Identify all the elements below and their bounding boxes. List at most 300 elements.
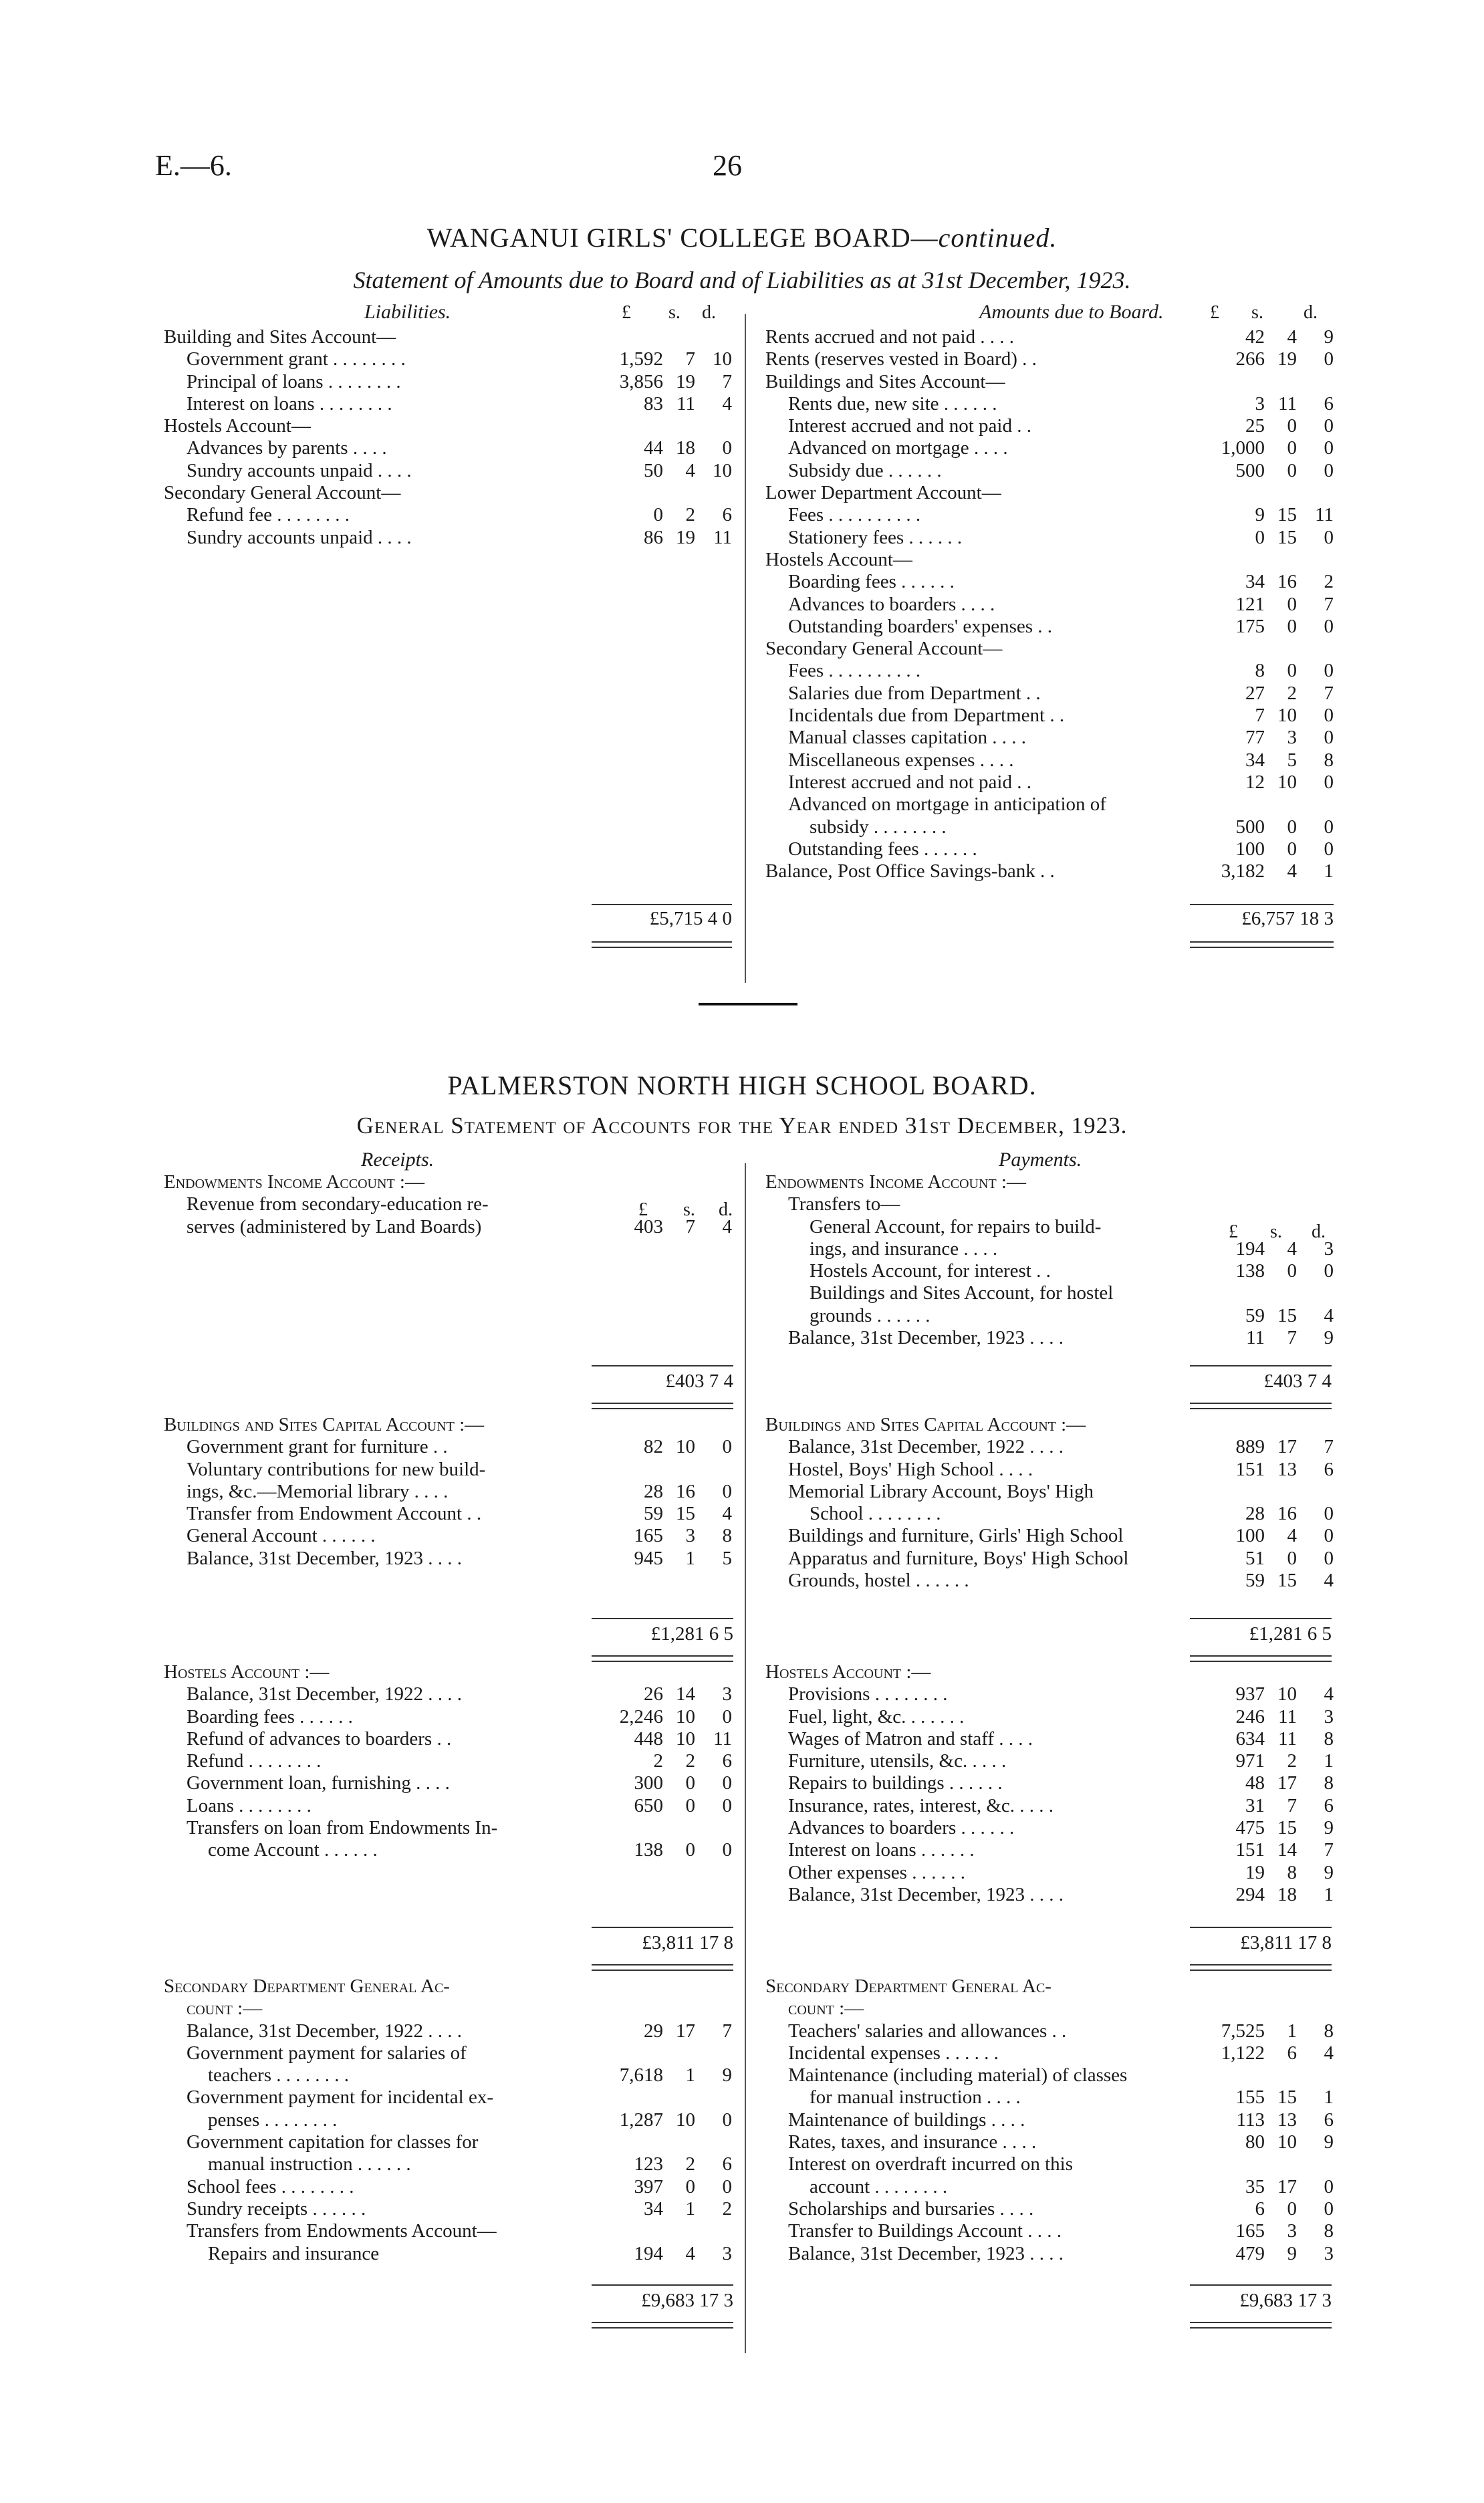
shillings-value: 17 xyxy=(1277,1772,1297,1794)
pounds-value xyxy=(1174,482,1265,504)
row-label: Loans . . . . . . . . xyxy=(187,1794,312,1816)
row-label: Balance, 31st December, 1923 . . . . xyxy=(788,2242,1064,2264)
pence-value xyxy=(1297,549,1334,571)
pence-value: 5 xyxy=(722,1547,732,1569)
pounds-value xyxy=(573,2042,663,2064)
pounds-value: 1,122 xyxy=(1221,2042,1265,2064)
row-label: Buildings and furniture, Girls' High School xyxy=(788,1525,1124,1547)
pounds-value: 6 xyxy=(1255,2197,1265,2220)
pounds-value: 151 xyxy=(1235,1839,1265,1861)
row-label: count :— xyxy=(788,1998,864,2020)
account-row xyxy=(765,460,1334,482)
wanganui-subtitle: Statement of Amounts due to Board and of Liabilities as at 31st December, 1923. xyxy=(353,267,1131,293)
total-rule xyxy=(592,1618,733,1619)
account-row xyxy=(765,1706,1334,1728)
row-label: Balance, 31st December, 1923 . . . . xyxy=(788,1883,1064,1905)
pounds-value: 44 xyxy=(644,437,663,459)
pence-value xyxy=(695,482,732,504)
account-row xyxy=(765,1216,1334,1238)
pounds-value: 11 xyxy=(1246,1327,1265,1349)
account-row xyxy=(765,2042,1334,2064)
pence-value: 7 xyxy=(722,370,732,392)
pounds-value xyxy=(1174,1976,1265,1998)
account-row xyxy=(164,1750,732,1772)
pence-value: 9 xyxy=(1324,1817,1334,1839)
account-row xyxy=(765,1481,1334,1503)
palmerston-payments-total: £1,281 6 5 xyxy=(1249,1623,1332,1645)
row-label: Balance, Post Office Savings-bank . . xyxy=(765,860,1055,882)
account-row xyxy=(765,749,1334,771)
row-label: Lower Department Account— xyxy=(765,482,1001,504)
pounds-value: 7 xyxy=(1255,705,1265,727)
shillings-value xyxy=(663,326,695,348)
pence-value xyxy=(695,415,732,437)
shillings-value xyxy=(1265,794,1297,816)
pounds-value: 59 xyxy=(1245,1570,1265,1592)
shillings-value: 10 xyxy=(1277,771,1297,793)
pounds-value: 165 xyxy=(634,1525,663,1547)
pence-value: 9 xyxy=(1324,1861,1334,1883)
account-row xyxy=(765,1839,1334,1861)
pence-value xyxy=(695,1976,732,1998)
account-row xyxy=(765,2243,1334,2265)
account-row xyxy=(164,1706,732,1728)
total-double-rule xyxy=(592,1403,733,1409)
pence-value: 6 xyxy=(1324,1794,1334,1816)
pence-value: 0 xyxy=(1324,1503,1334,1525)
row-label: Advanced on mortgage in anticipation of xyxy=(788,794,1106,816)
pence-value: 10 xyxy=(713,348,732,370)
account-row xyxy=(765,2131,1334,2153)
row-label: Scholarships and bursaries . . . . xyxy=(788,2197,1034,2220)
account-row xyxy=(765,2220,1334,2242)
pounds-value: 51 xyxy=(1245,1547,1265,1569)
palmerston-payments-table xyxy=(765,1661,1334,1906)
pence-value: 0 xyxy=(722,1772,732,1794)
pounds-value xyxy=(1174,2064,1265,2087)
account-row xyxy=(164,1525,732,1547)
shillings-value: 4 xyxy=(1287,326,1297,348)
pounds-value: 59 xyxy=(644,1503,663,1525)
row-label: Incidentals due from Department . . xyxy=(788,705,1065,727)
palmerston-money-head: s. xyxy=(683,1199,695,1220)
pence-value xyxy=(1297,482,1334,504)
row-label: Interest on loans . . . . . . . . xyxy=(187,392,392,414)
pence-value: 4 xyxy=(1324,1570,1334,1592)
account-row xyxy=(765,393,1334,415)
account-row xyxy=(765,2198,1334,2220)
pence-value: 11 xyxy=(713,1727,732,1750)
shillings-value xyxy=(663,2131,695,2153)
pounds-value: 403 xyxy=(634,1215,663,1237)
pence-value: 0 xyxy=(722,2109,732,2131)
account-row xyxy=(765,1305,1334,1327)
account-row xyxy=(765,1683,1334,1705)
pounds-value xyxy=(573,1661,663,1683)
row-label: Secondary General Account— xyxy=(765,638,1003,660)
shillings-value: 15 xyxy=(1277,526,1297,548)
total-double-rule xyxy=(1190,2322,1332,2329)
pence-value: 3 xyxy=(722,1683,732,1705)
row-label: Refund fee . . . . . . . . xyxy=(187,504,350,526)
account-row xyxy=(164,2176,732,2198)
account-row xyxy=(765,794,1334,816)
account-row xyxy=(164,504,732,526)
account-row xyxy=(164,348,732,370)
pence-value xyxy=(695,1193,732,1215)
shillings-value: 11 xyxy=(1278,1705,1297,1727)
pence-value xyxy=(695,1817,732,1839)
row-label: account . . . . . . . . xyxy=(810,2175,948,2197)
shillings-value xyxy=(1265,1171,1297,1193)
pounds-value: 123 xyxy=(634,2153,663,2175)
pounds-value: 3,856 xyxy=(619,370,663,392)
pounds-value: 650 xyxy=(634,1794,663,1816)
shillings-value xyxy=(663,2220,695,2242)
pence-value: 0 xyxy=(1324,816,1334,838)
wanganui-liabilities-table xyxy=(164,326,732,549)
pounds-value xyxy=(573,1998,663,2020)
account-row xyxy=(164,415,732,437)
total-double-rule xyxy=(592,1964,733,1971)
shillings-value: 0 xyxy=(1287,437,1297,459)
pence-value: 7 xyxy=(1324,1839,1334,1861)
row-label: Transfer to Buildings Account . . . . xyxy=(788,2220,1062,2242)
account-row xyxy=(765,1976,1334,1998)
account-row xyxy=(765,2020,1334,2042)
palmerston-money-head: d. xyxy=(719,1199,733,1220)
pence-value: 0 xyxy=(1324,348,1334,370)
row-label: Subsidy due . . . . . . xyxy=(788,459,942,481)
pence-value: 9 xyxy=(722,2064,732,2087)
pence-value: 7 xyxy=(1324,593,1334,615)
account-row xyxy=(164,393,732,415)
pounds-value xyxy=(1174,1998,1265,2020)
pounds-value: 50 xyxy=(644,459,663,481)
shillings-value: 1 xyxy=(685,2064,695,2087)
shillings-value xyxy=(1265,1193,1297,1215)
pounds-value: 27 xyxy=(1245,682,1265,704)
palmerston-receipts-total: £9,683 17 3 xyxy=(641,2290,733,2311)
account-row xyxy=(765,1998,1334,2020)
page-number: 26 xyxy=(713,149,742,182)
account-row xyxy=(765,771,1334,794)
wanganui-left-pounds-head: £ xyxy=(622,302,631,323)
shillings-value: 13 xyxy=(1277,2109,1297,2131)
pence-value: 2 xyxy=(722,2197,732,2220)
shillings-value: 19 xyxy=(676,526,695,548)
pounds-value xyxy=(573,1976,663,1998)
row-label: count :— xyxy=(187,1998,263,2020)
account-row xyxy=(765,594,1334,616)
row-label: for manual instruction . . . . xyxy=(810,2087,1021,2109)
pounds-value: 937 xyxy=(1235,1683,1265,1705)
palmerston-receipts-total: £3,811 17 8 xyxy=(642,1932,733,1953)
account-row xyxy=(164,1216,732,1238)
pence-value xyxy=(1297,2153,1334,2175)
total-rule xyxy=(1190,1618,1332,1619)
pence-value: 6 xyxy=(722,1750,732,1772)
pence-value: 0 xyxy=(1324,2197,1334,2220)
pence-value: 1 xyxy=(1324,1883,1334,1905)
account-row xyxy=(765,1260,1334,1282)
pence-value: 6 xyxy=(1324,1458,1334,1480)
row-label: Wages of Matron and staff . . . . xyxy=(788,1727,1033,1750)
pounds-value: 77 xyxy=(1245,727,1265,749)
pounds-value: 945 xyxy=(634,1547,663,1569)
account-row xyxy=(164,2087,732,2109)
pounds-value: 59 xyxy=(1245,1304,1265,1326)
row-label: Rents accrued and not paid . . . . xyxy=(765,326,1015,348)
account-row xyxy=(164,1839,732,1861)
row-label: Interest on loans . . . . . . xyxy=(788,1839,975,1861)
row-label: Buildings and Sites Account— xyxy=(765,370,1005,392)
row-label: Voluntary contributions for new build- xyxy=(187,1458,486,1480)
pounds-value xyxy=(1174,1216,1265,1238)
pounds-value: 175 xyxy=(1235,615,1265,637)
pence-value xyxy=(1297,1282,1334,1304)
pence-value: 0 xyxy=(722,1705,732,1727)
pounds-value: 35 xyxy=(1245,2175,1265,2197)
row-label: Hostels Account— xyxy=(164,415,311,437)
row-label: Buildings and Sites Account, for hostel xyxy=(810,1282,1114,1304)
pence-value xyxy=(695,2131,732,2153)
pounds-value xyxy=(1174,2153,1265,2175)
palmerston-payments-heading: Payments. xyxy=(999,1149,1082,1171)
pounds-value xyxy=(1174,549,1265,571)
total-rule xyxy=(1190,1927,1332,1928)
pounds-value: 294 xyxy=(1235,1883,1265,1905)
pence-value xyxy=(1297,1193,1334,1215)
pounds-value xyxy=(573,1414,663,1436)
row-label: Buildings and Sites Capital Account :— xyxy=(164,1414,485,1435)
account-row xyxy=(164,1795,732,1817)
shillings-value xyxy=(1265,1976,1297,1998)
pounds-value: 194 xyxy=(1235,1237,1265,1260)
shillings-value xyxy=(663,1661,695,1683)
row-label: Secondary Department General Ac- xyxy=(164,1976,450,1997)
shillings-value: 16 xyxy=(1277,1503,1297,1525)
pence-value: 0 xyxy=(1324,415,1334,437)
shillings-value: 1 xyxy=(685,1547,695,1569)
pounds-value xyxy=(573,482,663,504)
shillings-value: 4 xyxy=(685,2242,695,2264)
account-row xyxy=(765,1503,1334,1525)
shillings-value: 14 xyxy=(1277,1839,1297,1861)
pounds-value: 1,592 xyxy=(619,348,663,370)
shillings-value xyxy=(1265,638,1297,660)
account-row xyxy=(765,727,1334,749)
account-row xyxy=(164,1171,732,1193)
pounds-value: 0 xyxy=(1255,526,1265,548)
palmerston-payments-total: £9,683 17 3 xyxy=(1239,2290,1332,2311)
palmerston-money-head: d. xyxy=(1312,1221,1326,1242)
shillings-value xyxy=(1265,1661,1297,1683)
shillings-value: 0 xyxy=(685,1772,695,1794)
row-label: Rents (reserves vested in Board) . . xyxy=(765,348,1037,370)
account-row xyxy=(765,616,1334,638)
shillings-value xyxy=(663,1976,695,1998)
row-label: Miscellaneous expenses . . . . xyxy=(788,749,1014,771)
pounds-value: 397 xyxy=(634,2175,663,2197)
account-row xyxy=(765,348,1334,370)
pence-value: 11 xyxy=(713,526,732,548)
row-label: Hostels Account :— xyxy=(164,1661,330,1683)
account-row xyxy=(765,326,1334,348)
account-row xyxy=(164,1728,732,1750)
row-label: Government grant for furniture . . xyxy=(187,1436,448,1458)
row-label: Transfer from Endowment Account . . xyxy=(187,1503,482,1525)
row-label: Sundry receipts . . . . . . xyxy=(187,2197,366,2220)
row-label: Interest on overdraft incurred on this xyxy=(788,2153,1073,2175)
pounds-value: 889 xyxy=(1235,1436,1265,1458)
pence-value: 0 xyxy=(1324,1525,1334,1547)
account-row xyxy=(164,1193,732,1215)
row-label: Secondary General Account— xyxy=(164,482,401,504)
account-row xyxy=(164,1817,732,1839)
pence-value xyxy=(1297,371,1334,393)
pounds-value: 25 xyxy=(1245,415,1265,437)
palmerston-column-divider xyxy=(745,1163,746,2353)
pounds-value: 2 xyxy=(653,1750,663,1772)
pounds-value: 500 xyxy=(1235,459,1265,481)
row-label: Government grant . . . . . . . . xyxy=(187,348,406,370)
row-label: Hostel, Boys' High School . . . . xyxy=(788,1458,1033,1480)
account-row xyxy=(765,571,1334,593)
pounds-value: 155 xyxy=(1235,2087,1265,2109)
row-label: Government capitation for classes for xyxy=(187,2131,479,2153)
shillings-value: 14 xyxy=(676,1683,695,1705)
shillings-value: 15 xyxy=(1277,1304,1297,1326)
account-row xyxy=(765,2176,1334,2198)
account-row xyxy=(765,1795,1334,1817)
shillings-value xyxy=(663,1459,695,1481)
palmerston-subtitle: General Statement of Accounts for the Year ended 31st December, 1923. xyxy=(356,1112,1128,1139)
shillings-value: 2 xyxy=(685,1750,695,1772)
pounds-value: 138 xyxy=(1235,1260,1265,1282)
account-row xyxy=(765,1436,1334,1458)
shillings-value: 2 xyxy=(1287,682,1297,704)
row-label: Sundry accounts unpaid . . . . xyxy=(187,526,412,548)
shillings-value xyxy=(1265,371,1297,393)
row-label: Principal of loans . . . . . . . . xyxy=(187,370,401,392)
account-row xyxy=(164,2131,732,2153)
account-row xyxy=(765,2064,1334,2087)
shillings-value: 10 xyxy=(676,1727,695,1750)
row-label: serves (administered by Land Boards) xyxy=(187,1215,482,1237)
row-label: Teachers' salaries and allowances . . xyxy=(788,2020,1067,2042)
pence-value xyxy=(1297,1998,1334,2020)
row-label: Balance, 31st December, 1923 . . . . xyxy=(187,1547,462,1569)
shillings-value: 0 xyxy=(1287,1547,1297,1569)
palmerston-receipts-total: £1,281 6 5 xyxy=(650,1623,733,1645)
pence-value: 4 xyxy=(722,392,732,414)
shillings-value: 0 xyxy=(685,1839,695,1861)
row-label: Maintenance (including material) of classes xyxy=(788,2064,1128,2087)
pence-value: 0 xyxy=(722,2175,732,2197)
wanganui-left-pence-head: d. xyxy=(702,302,716,323)
pence-value: 0 xyxy=(1324,727,1334,749)
wanganui-right-pence-head: d. xyxy=(1304,302,1318,323)
row-label: Outstanding boarders' expenses . . xyxy=(788,615,1053,637)
palmerston-receipts-table xyxy=(164,1171,732,1238)
pounds-value: 9 xyxy=(1255,504,1265,526)
pounds-value: 151 xyxy=(1235,1458,1265,1480)
pence-value xyxy=(1297,2064,1334,2087)
shillings-value: 0 xyxy=(1287,2197,1297,2220)
pounds-value xyxy=(1174,1481,1265,1503)
row-label: Outstanding fees . . . . . . xyxy=(788,838,977,860)
pence-value: 0 xyxy=(1324,771,1334,793)
pounds-value: 138 xyxy=(634,1839,663,1861)
shillings-value: 4 xyxy=(1287,1525,1297,1547)
row-label: Memorial Library Account, Boys' High xyxy=(788,1480,1094,1502)
wanganui-liabilities-heading: Liabilities. xyxy=(364,301,451,323)
account-row xyxy=(765,1282,1334,1304)
pence-value xyxy=(695,2220,732,2242)
pence-value: 0 xyxy=(1324,459,1334,481)
pence-value xyxy=(695,2042,732,2064)
account-row xyxy=(765,1193,1334,1215)
pence-value: 0 xyxy=(722,1839,732,1861)
total-rule xyxy=(1190,2284,1332,2286)
pounds-value xyxy=(1174,1171,1265,1193)
account-row xyxy=(765,816,1334,838)
row-label: Boarding fees . . . . . . xyxy=(788,571,955,593)
account-row xyxy=(765,705,1334,727)
pence-value: 3 xyxy=(722,2242,732,2264)
account-row xyxy=(765,1817,1334,1839)
pounds-value: 80 xyxy=(1245,2131,1265,2153)
shillings-value xyxy=(1265,1216,1297,1238)
row-label: Transfers on loan from Endowments In- xyxy=(187,1817,498,1839)
shillings-value: 11 xyxy=(1278,392,1297,414)
pence-value xyxy=(695,1998,732,2020)
total-rule xyxy=(592,1927,733,1928)
wanganui-right-total-rule xyxy=(1190,904,1334,905)
row-label: ings, &c.—Memorial library . . . . xyxy=(187,1480,449,1502)
wanganui-liabilities-total: £5,715 4 0 xyxy=(649,908,732,929)
pounds-value xyxy=(1174,638,1265,660)
row-label: Incidental expenses . . . . . . xyxy=(788,2042,999,2064)
account-row xyxy=(765,1570,1334,1592)
shillings-value: 15 xyxy=(1277,504,1297,526)
account-row xyxy=(765,660,1334,682)
pounds-value xyxy=(573,2220,663,2242)
account-row xyxy=(765,1772,1334,1794)
pounds-value: 479 xyxy=(1235,2242,1265,2264)
pounds-value: 266 xyxy=(1235,348,1265,370)
account-row xyxy=(164,1436,732,1458)
account-row xyxy=(164,2042,732,2064)
shillings-value: 10 xyxy=(1277,705,1297,727)
wanganui-amounts-due-table xyxy=(765,326,1334,882)
shillings-value: 11 xyxy=(1278,1727,1297,1750)
row-label: Stationery fees . . . . . . xyxy=(788,526,963,548)
pence-value xyxy=(695,1414,732,1436)
pence-value: 9 xyxy=(1324,1327,1334,1349)
pence-value: 0 xyxy=(1324,838,1334,860)
account-row xyxy=(765,1661,1334,1683)
row-label: Manual classes capitation . . . . xyxy=(788,727,1026,749)
row-label: Secondary Department General Ac- xyxy=(765,1976,1052,1997)
pounds-value: 12 xyxy=(1245,771,1265,793)
shillings-value xyxy=(663,1171,695,1193)
account-row xyxy=(765,415,1334,437)
shillings-value: 4 xyxy=(685,459,695,481)
shillings-value: 17 xyxy=(1277,2175,1297,2197)
account-row xyxy=(164,2243,732,2265)
